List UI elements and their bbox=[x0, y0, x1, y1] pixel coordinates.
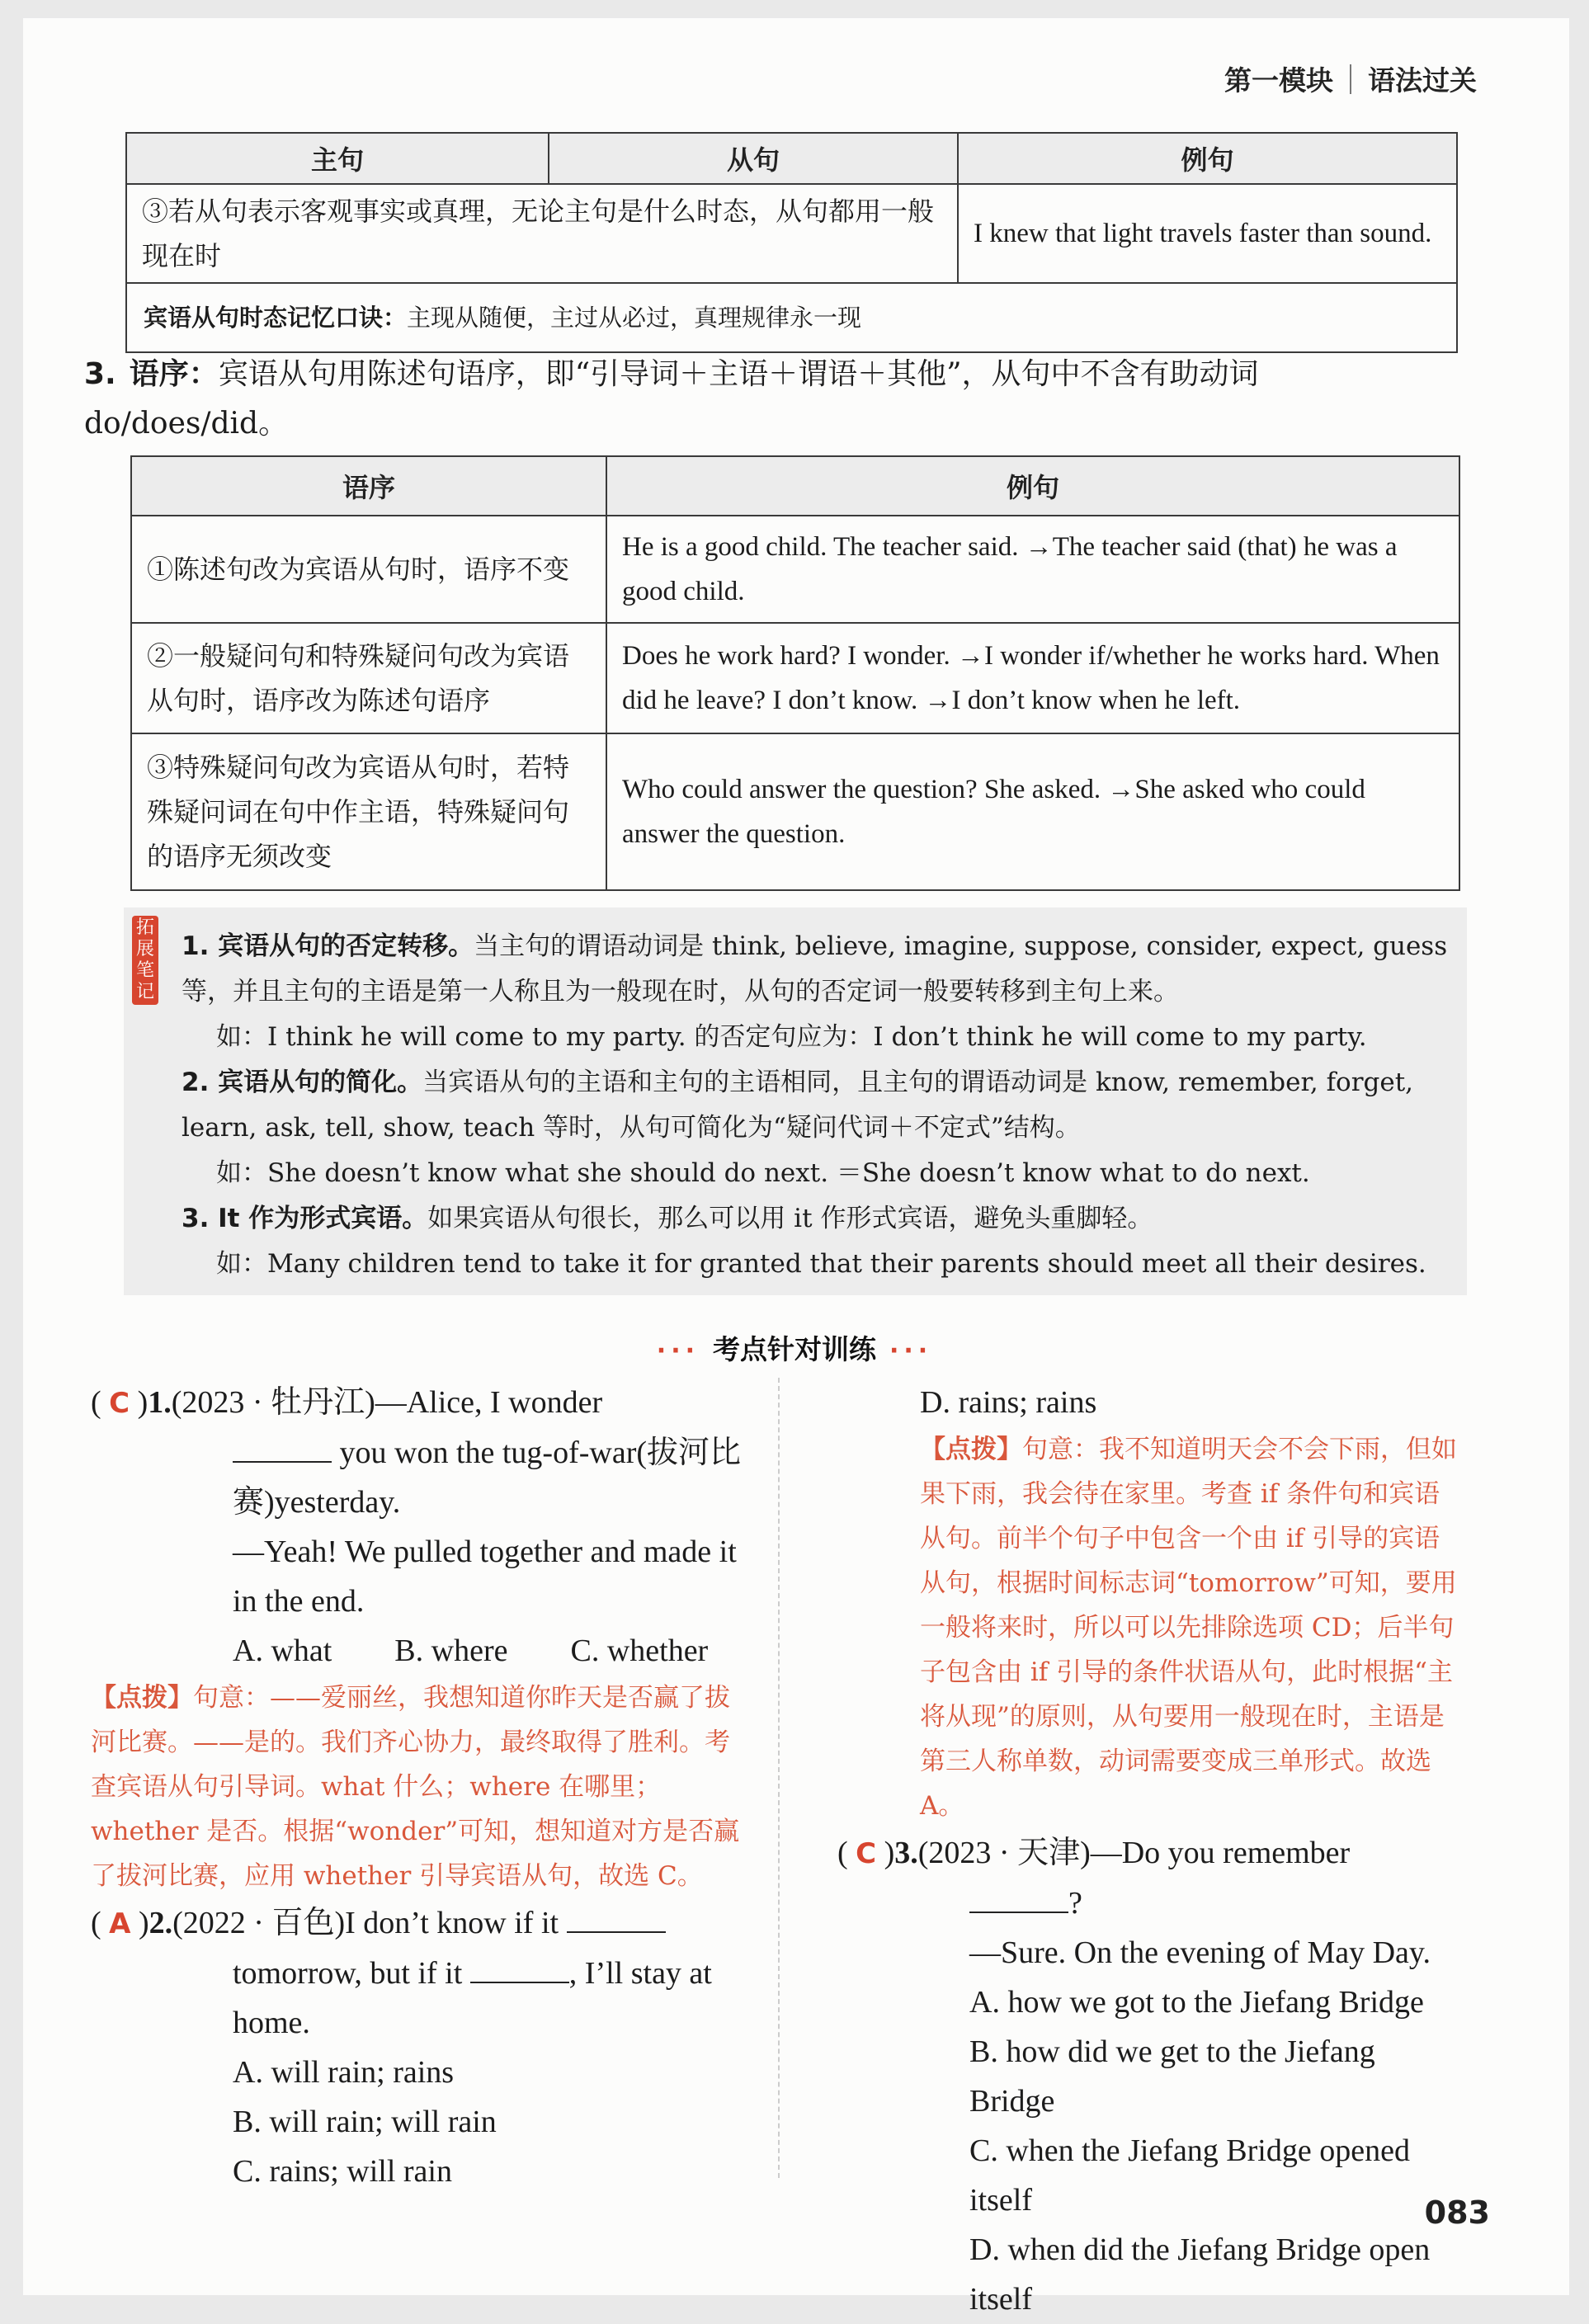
header-main-clause: 主句 bbox=[126, 133, 549, 184]
question-source: (2023 · 牡丹江) bbox=[171, 1385, 375, 1420]
header-sub-clause: 从句 bbox=[549, 133, 958, 184]
module-label: 第一模块 bbox=[1224, 64, 1333, 97]
item-number: 3. bbox=[84, 357, 116, 391]
answer-blank bbox=[233, 1433, 332, 1463]
question-2: ( A )2.(2022 · 百色)I don’t know if it bbox=[91, 1898, 751, 1949]
mnemonic-text: 主现从随便，主过从必过，真理规律永一现 bbox=[407, 304, 862, 332]
order-example-cell: He is a good child. The teacher said. →The teacher said (that) he was a good child. bbox=[606, 516, 1459, 623]
question-number: 2. bbox=[149, 1906, 173, 1940]
option: C. rains; will rain bbox=[233, 2154, 452, 2189]
header-example-2: 例句 bbox=[606, 456, 1459, 516]
question-number: 1. bbox=[148, 1385, 172, 1420]
note-example: 如：Many children tend to take it for granted that their parents should meet all their desires. bbox=[216, 1249, 1426, 1279]
hint-text: 句意：——爱丽丝，我想知道你昨天是否赢了拔河比赛。——是的。我们齐心协力，最终取得了胜利。考查宾语从句引导词。what 什么；where 在哪里；whether 是否。根据“wonder”可知，想知道对方是否赢了拔河比赛，应用 whether 引导宾语从句，故选 C。 bbox=[91, 1683, 740, 1891]
option: B. will rain; will rain bbox=[233, 2105, 497, 2139]
option: C. when the Jiefang Bridge opened itself bbox=[969, 2133, 1410, 2218]
note-body: 如果宾语从句很长，那么可以用 it 作形式宾语，避免头重脚轻。 bbox=[427, 1204, 1153, 1233]
note-example: 如：She doesn’t know what she should do next. ＝She doesn’t know what to do next. bbox=[216, 1158, 1310, 1188]
dots-right-icon: ··· bbox=[889, 1336, 933, 1365]
question-text-cont bbox=[920, 1879, 1464, 1928]
question-text: —Alice, I wonder bbox=[375, 1385, 603, 1420]
mnemonic-row bbox=[126, 283, 1457, 352]
section-title bbox=[0, 1328, 1589, 1367]
question-text: I don’t know if it bbox=[345, 1906, 559, 1940]
question-text-cont bbox=[91, 1949, 751, 2048]
note-heading: 2. 宾语从句的简化。 bbox=[182, 1068, 423, 1097]
option: D. rains; rains bbox=[920, 1385, 1097, 1420]
answer-blank bbox=[969, 1883, 1068, 1913]
note-item bbox=[182, 1060, 1459, 1151]
item-text: 宾语从句用陈述句语序，即“引导词＋主语＋谓语＋其他”，从句中不含有助动词 do/does/did。 bbox=[84, 357, 1259, 441]
note-body: 当主句的谓语动词是 think, believe, imagine, suppose, consider, expect, guess 等，并且主句的主语是第一人称且为一般现在时，从句的否定词一般要转移到主句上来。 bbox=[182, 931, 1448, 1006]
question-1: ( C )1.(2023 · 牡丹江)—Alice, I wonder bbox=[91, 1385, 603, 1420]
section-label: 语法过关 bbox=[1368, 64, 1477, 97]
question-reply: —Sure. On the evening of May Day. bbox=[969, 1935, 1431, 1970]
answer-2: A bbox=[109, 1907, 131, 1940]
header-word-order: 语序 bbox=[131, 456, 606, 516]
question-reply: —Yeah! We pulled together and made it in the end. bbox=[233, 1534, 737, 1619]
question-number: 3. bbox=[894, 1836, 918, 1870]
question-3: ( C )3.(2023 · 天津)—Do you remember bbox=[837, 1836, 1351, 1870]
options: A. what B. where C. whether bbox=[233, 1633, 709, 1668]
order-rule-cell: ①陈述句改为宾语从句时，语序不变 bbox=[131, 516, 606, 623]
notes-tag: 拓展笔记 bbox=[132, 916, 158, 1005]
hint-tag: 【点拨】 bbox=[91, 1683, 193, 1713]
option: A. will rain; rains bbox=[233, 2055, 455, 2090]
header-example: 例句 bbox=[958, 133, 1457, 184]
mnemonic-label: 宾语从句时态记忆口诀： bbox=[144, 304, 408, 332]
question-text: —Do you remember bbox=[1090, 1836, 1351, 1870]
question-text: ? bbox=[1068, 1886, 1082, 1921]
tense-example-cell: I knew that light travels faster than sound. bbox=[958, 184, 1457, 283]
dots-left-icon: ··· bbox=[656, 1336, 700, 1365]
hint-1 bbox=[91, 1676, 751, 1898]
option: A. how we got to the Jiefang Bridge bbox=[969, 1985, 1424, 2020]
hint-tag: 【点拨】 bbox=[920, 1435, 1022, 1464]
order-rule-cell: ②一般疑问句和特殊疑问句改为宾语从句时，语序改为陈述句语序 bbox=[131, 623, 606, 733]
left-column bbox=[91, 1378, 751, 2196]
question-text: you won the tug-of-war(拔河比赛)yesterday. bbox=[233, 1435, 742, 1520]
header-divider bbox=[1350, 64, 1351, 94]
extension-notes bbox=[182, 924, 1459, 1287]
item-label: 语序： bbox=[129, 357, 219, 391]
order-example-cell: Who could answer the question? She asked. →She asked who could answer the question. bbox=[606, 733, 1459, 890]
question-text: , I’ll stay at home. bbox=[233, 1956, 712, 2040]
answer-1: C bbox=[109, 1387, 130, 1420]
question-source: (2023 · 天津) bbox=[917, 1836, 1091, 1870]
tense-rule-cell: ③若从句表示客观事实或真理，无论主句是什么时态，从句都用一般现在时 bbox=[126, 184, 958, 283]
note-example: 如：I think he will come to my party. 的否定句应为：I don’t think he will come to my party. bbox=[216, 1022, 1367, 1052]
answer-3: C bbox=[856, 1837, 877, 1870]
answer-blank bbox=[567, 1903, 666, 1933]
order-rule-cell: ③特殊疑问句改为宾语从句时，若特殊疑问词在句中作主语，特殊疑问句的语序无须改变 bbox=[131, 733, 606, 890]
question-text-cont bbox=[91, 1428, 751, 1527]
tense-table bbox=[125, 132, 1458, 353]
word-order-table bbox=[130, 455, 1460, 891]
hint-text: 句意：我不知道明天会不会下雨，但如果下雨，我会待在家里。考查 if 条件句和宾语从句。前半个句子中包含一个由 if 引导的宾语从句，根据时间标志词“tomorrow”可知，要用一般将来时，所以可以先排除选项 CD；后半句子包含由 if 引导的条件状语从句，此时根据“主将从现”的原则，从句要用一般现在时，主语是第三人称单数，动词需要变成三单形式。故选 A。 bbox=[920, 1435, 1457, 1821]
option: D. when did the Jiefang Bridge open itself bbox=[969, 2232, 1431, 2317]
page-header bbox=[1224, 59, 1477, 98]
right-column bbox=[837, 1378, 1464, 2324]
hint-2 bbox=[920, 1427, 1464, 1828]
note-body: 当宾语从句的主语和主句的主语相同，且主句的谓语动词是 know, remember, forget, learn, ask, tell, show, teach 等时，从句可简化为“疑问代词＋不定式”结构。 bbox=[182, 1068, 1414, 1143]
note-item bbox=[182, 924, 1459, 1015]
column-divider bbox=[778, 1378, 780, 2178]
order-example-cell: Does he work hard? I wonder. →I wonder if/whether he works hard. When did he leave? I don’t know. →I don’t know when he left. bbox=[606, 623, 1459, 733]
section-title-text: 考点针对训练 bbox=[713, 1333, 876, 1365]
question-text: tomorrow, but if it bbox=[233, 1956, 463, 1991]
answer-blank bbox=[470, 1954, 569, 1983]
page-number: 083 bbox=[1424, 2194, 1490, 2231]
word-order-paragraph bbox=[84, 350, 1462, 449]
option: B. how did we get to the Jiefang Bridge bbox=[969, 2034, 1375, 2119]
question-source: (2022 · 百色) bbox=[172, 1906, 346, 1940]
note-heading: 1. 宾语从句的否定转移。 bbox=[182, 931, 474, 961]
note-heading: 3. It 作为形式宾语。 bbox=[182, 1204, 428, 1233]
note-item bbox=[182, 1196, 1459, 1242]
